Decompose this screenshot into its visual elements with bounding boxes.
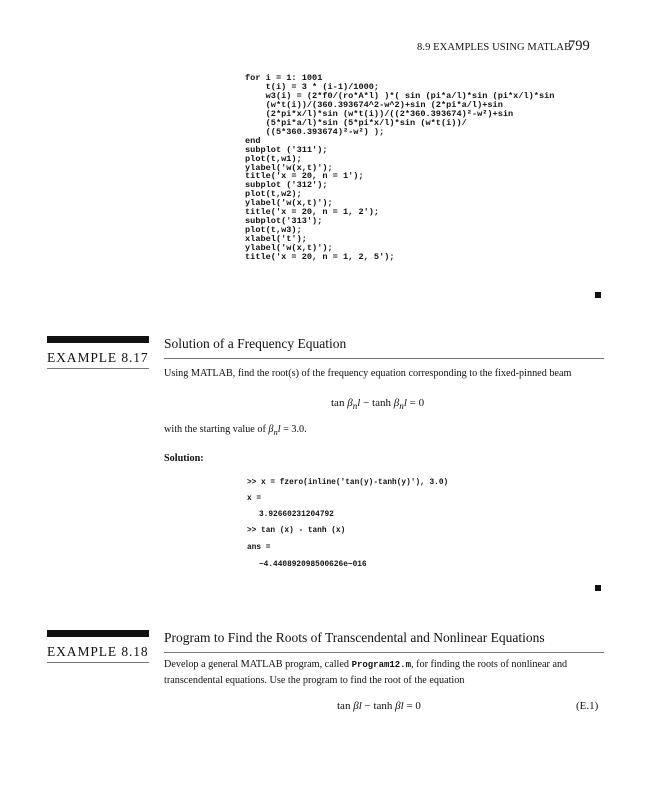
running-header-section: 8.9 EXAMPLES USING MATLAB <box>417 42 572 53</box>
example-8-17-intro: Using MATLAB, find the root(s) of the frequency equation corresponding to the fixed-pinned beam <box>164 368 572 379</box>
example-8-18-intro: Develop a general MATLAB program, called Program12.m, for finding the roots of nonlinear and transcendental equations. Use the program to find the root of the equation <box>164 659 568 686</box>
matlab-output-x-label: x = <box>247 495 262 503</box>
solution-label: Solution: <box>164 453 204 464</box>
example-8-17-label: EXAMPLE 8.17 <box>47 350 149 365</box>
example-8-17-bar <box>47 336 149 343</box>
example-8-18-label: EXAMPLE 8.18 <box>47 644 149 659</box>
program-name: Program12.m <box>351 660 411 670</box>
matlab-output-ans-label: ans = <box>247 544 271 552</box>
end-of-example-mark <box>595 292 601 298</box>
example-8-18-bar <box>47 630 149 637</box>
frequency-equation: $\tan \beta_nl - \tanh \beta_nl = 0$ <box>331 397 425 412</box>
end-of-example-mark <box>595 585 601 591</box>
example-8-17-title-rule <box>164 358 604 359</box>
root-equation: tan βl − tanh βl = 0 <box>337 700 421 712</box>
example-8-18-label-rule <box>47 662 149 663</box>
equation-number: (E.1) <box>576 700 599 712</box>
matlab-code-listing: for i = 1: 1001 t(i) = 3 * (i-1)/1000; w3(i) = (2*f0/(ro*A*l) )*( sin (pi*a/l)*sin (pi*x/l)*sin (w*t(i))/(360.393674^2-w^2)+sin (2*pi*a/l)+sin (2*pi*x/l)*sin (w*t(i))/((2*360.393674)²-w²)+sin (5*pi*a/l)*sin (5*pi*x/l)*sin (w*t(i))/ ((5*360.393674)²-w²) ); end subplot ('311'); plot(t,w1); ylabel('w(x,t)'); title('x = 20, n = 1'); subplot ('312'); plot(t,w2); ylabel('w(x,t)'); title('x = 20, n = 1, 2'); subplot('313'); plot(t,w3); xlabel('t'); ylabel('w(x,t)'); title('x = 20, n = 1, 2, 5'); <box>245 73 555 263</box>
matlab-output-ans-value: −4.440892098500626e−016 <box>259 561 367 569</box>
example-8-17-label-rule <box>47 368 149 369</box>
matlab-command-check: >> tan (x) - tanh (x) <box>247 527 346 535</box>
example-8-17-title: Solution of a Frequency Equation <box>164 336 347 351</box>
example-8-18-title-rule <box>164 652 604 653</box>
matlab-output-x-value: 3.92660231204792 <box>259 511 334 519</box>
starting-value-text: with the starting value of $\beta_nl = 3.0$. <box>164 424 307 438</box>
page-number: 799 <box>568 38 590 54</box>
example-8-18-title: Program to Find the Roots of Transcendental and Nonlinear Equations <box>164 630 545 645</box>
matlab-command-fzero: >> x = fzero(inline('tan(y)-tanh(y)'), 3.0) <box>247 479 449 487</box>
